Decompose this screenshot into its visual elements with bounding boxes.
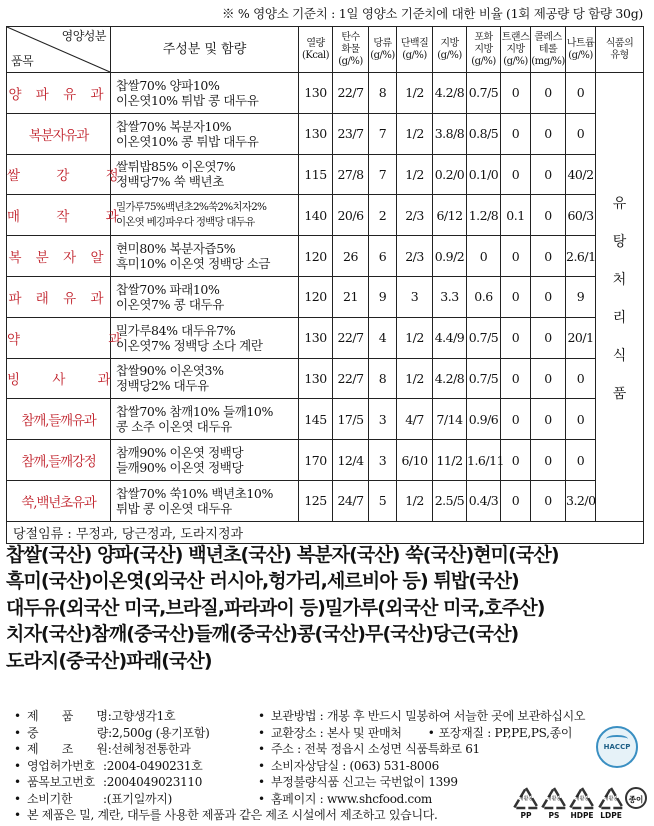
bullet-icon: • bbox=[14, 791, 21, 806]
bullet-icon: • bbox=[258, 775, 265, 789]
bullet-icon: • bbox=[427, 725, 435, 740]
corner-bottom-label: 품목 bbox=[11, 54, 34, 68]
origin-statement bbox=[6, 542, 646, 674]
table-row bbox=[7, 317, 644, 358]
info-value: 2,500g (용기포함) bbox=[111, 725, 210, 740]
nutrient-value: 0 bbox=[566, 358, 596, 399]
food-type-cell bbox=[596, 73, 644, 522]
nutrient-value: 0 bbox=[501, 154, 531, 195]
product-name: 복분자유과 bbox=[7, 113, 111, 154]
nutrient-value: 8 bbox=[369, 358, 397, 399]
info-value: (표기일까지) bbox=[106, 791, 172, 806]
ingredient-line: 찹쌀70% 양파10% bbox=[116, 77, 220, 93]
info-separator: : bbox=[107, 709, 112, 723]
ingredient-line: 쌀튀밥85% 이온엿7% bbox=[116, 159, 236, 175]
nutrient-value: 0.7/5 bbox=[467, 358, 501, 399]
nutrient-value: 0.7/5 bbox=[467, 73, 501, 114]
nutrient-value: 0 bbox=[501, 399, 531, 440]
table-row bbox=[7, 440, 644, 481]
nutrient-value: 170 bbox=[299, 440, 333, 481]
info-separator: : bbox=[108, 725, 112, 740]
nutrient-value: 22/7 bbox=[333, 73, 369, 114]
recycle-code: PP bbox=[520, 811, 532, 820]
nutrient-value: 0 bbox=[566, 73, 596, 114]
nutrient-value: 0.1/0 bbox=[467, 154, 501, 195]
nutrient-value: 4.4/9 bbox=[433, 317, 467, 358]
col-header-line: 지방 bbox=[474, 43, 493, 55]
nutrient-value: 21 bbox=[333, 276, 369, 317]
nutrient-value: 11/2 bbox=[433, 440, 467, 481]
haccp-arc-icon bbox=[606, 735, 628, 743]
nutrient-value: 0 bbox=[531, 236, 566, 277]
info-text: 보관방법 : 개봉 후 반드시 밀봉하여 서늘한 곳에 보관하십시오 bbox=[271, 709, 586, 723]
product-name: 빙 사 과 bbox=[7, 358, 111, 399]
col-header-line: 콜레스 bbox=[534, 31, 562, 43]
ingredient-line: 찹쌀70% 복분자10% bbox=[116, 118, 232, 134]
info-label: 제 조 원 bbox=[27, 742, 108, 756]
ingredient-line: 이온엿10% 콩 튀밥 대두유 bbox=[116, 133, 259, 149]
nutrient-value: 4 bbox=[369, 317, 397, 358]
nutrient-value: 3.3 bbox=[433, 276, 467, 317]
nutrient-value: 0 bbox=[531, 399, 566, 440]
table-row bbox=[7, 113, 644, 154]
recycle-mark bbox=[622, 786, 650, 822]
ingredient-cell bbox=[111, 236, 299, 277]
nutrient-value: 115 bbox=[299, 154, 333, 195]
info-label: 제 품 명 bbox=[27, 709, 108, 723]
nutrient-value: 0 bbox=[531, 73, 566, 114]
table-row bbox=[7, 276, 644, 317]
nutrient-value: 0 bbox=[531, 317, 566, 358]
bullet-icon: • bbox=[14, 775, 21, 789]
nutrient-value: 0 bbox=[531, 113, 566, 154]
corner-top-label: 영양성분 bbox=[61, 29, 106, 43]
bullet-icon: • bbox=[258, 758, 265, 773]
food-type-char: 리 bbox=[612, 309, 627, 326]
nutrient-value: 12/4 bbox=[333, 440, 369, 481]
recycle-top-label: 재활용 bbox=[603, 796, 619, 802]
nutrient-value: 5 bbox=[369, 480, 397, 521]
col-header-line: (g/%) bbox=[437, 49, 462, 61]
nutrition-reference-note: ※ % 영양소 기준치 : 1일 영양소 기준치에 대한 비율 (1회 제공량 당 함량 30g) bbox=[222, 6, 643, 21]
col-header-line: 당류 bbox=[373, 37, 392, 49]
nutrient-value: 9 bbox=[369, 276, 397, 317]
origin-line: 찹쌀(국산) 양파(국산) 백년초(국산) 복분자(국산) 쑥(국산)현미(국산) bbox=[6, 544, 559, 566]
packaging-material: 포장재질 : PP,PE,PS,종이 bbox=[438, 725, 573, 740]
recycle-code: LDPE bbox=[600, 811, 622, 820]
col-header-protein bbox=[397, 27, 433, 73]
nutrient-value: 17/5 bbox=[333, 399, 369, 440]
info-separator: : bbox=[107, 742, 112, 756]
col-header-line: 트랜스 bbox=[501, 31, 530, 43]
ingredient-header: 주성분 및 함량 bbox=[111, 27, 299, 73]
nutrient-value: 0 bbox=[531, 154, 566, 195]
corner-header bbox=[7, 27, 111, 73]
info-text: 홈페이지 : www.shcfood.com bbox=[271, 791, 432, 806]
table-row bbox=[7, 195, 644, 236]
food-type-char: 식 bbox=[612, 347, 627, 364]
nutrient-value: 4.2/8 bbox=[433, 358, 467, 399]
info-row bbox=[258, 725, 585, 742]
info-label: 영업허가번호 bbox=[27, 758, 95, 773]
nutrient-value: 145 bbox=[299, 399, 333, 440]
info-row bbox=[14, 807, 438, 824]
food-type-char: 유 bbox=[612, 195, 627, 212]
col-header-cholesterol bbox=[531, 27, 566, 73]
table-row bbox=[7, 399, 644, 440]
col-header-line: (g/%) bbox=[402, 49, 427, 61]
nutrient-value: 130 bbox=[299, 358, 333, 399]
nutrient-value: 0.9/2 bbox=[433, 236, 467, 277]
nutrient-value: 7/14 bbox=[433, 399, 467, 440]
ingredient-line: 찹쌀70% 쑥10% 백년초10% bbox=[116, 485, 273, 501]
food-type-char: 처 bbox=[612, 271, 627, 288]
info-text: 주소 : 전북 정읍시 소성면 식품특화로 61 bbox=[271, 742, 480, 756]
product-name: 약 과 bbox=[7, 317, 111, 358]
bullet-icon: • bbox=[258, 725, 265, 740]
ingredient-line: 밀가루75%백년초2%쑥2%치자2% bbox=[116, 201, 267, 214]
col-header-line: 테롤 bbox=[538, 43, 558, 55]
nutrient-value: 4.2/8 bbox=[433, 73, 467, 114]
info-label: 소비기한 bbox=[27, 791, 73, 806]
product-name: 쌀 강 정 bbox=[7, 154, 111, 195]
nutrient-value: 0 bbox=[531, 440, 566, 481]
table-row bbox=[7, 154, 644, 195]
recycle-code: 종이 bbox=[628, 795, 644, 804]
ingredient-line: 이온엿10% 튀밥 콩 대두유 bbox=[116, 92, 259, 108]
info-row bbox=[258, 741, 585, 758]
product-name: 양 파 유 과 bbox=[7, 73, 111, 114]
ingredient-line: 이온엿 베깅파우다 정백당 대두유 bbox=[116, 216, 255, 229]
nutrient-value: 0 bbox=[501, 358, 531, 399]
table-footer-row bbox=[7, 521, 644, 543]
info-label: 품목보고번호 bbox=[27, 775, 95, 789]
origin-line: 도라지(중국산)파래(국산) bbox=[6, 649, 212, 672]
col-header-line: (g/%) bbox=[338, 55, 363, 67]
nutrient-value: 2.6/1 bbox=[566, 236, 596, 277]
nutrient-value: 4/7 bbox=[397, 399, 433, 440]
nutrient-value: 7 bbox=[369, 113, 397, 154]
bullet-icon: • bbox=[258, 709, 265, 723]
nutrient-value: 0 bbox=[501, 113, 531, 154]
nutrient-value: 0 bbox=[501, 236, 531, 277]
recycle-code: PS bbox=[548, 811, 560, 820]
nutrient-value: 27/8 bbox=[333, 154, 369, 195]
nutrient-value: 22/7 bbox=[333, 358, 369, 399]
nutrient-value: 0 bbox=[566, 440, 596, 481]
recycle-top-label: 재활용 bbox=[518, 796, 534, 802]
origin-line: 대두유(외국산 미국,브라질,파라과이 등)밀가루(외국산 미국,호주산) bbox=[6, 596, 545, 619]
haccp-label: HACCP bbox=[603, 743, 631, 751]
info-separator: : bbox=[103, 758, 107, 773]
nutrient-value: 9 bbox=[566, 276, 596, 317]
nutrient-value: 0 bbox=[467, 236, 501, 277]
ingredient-cell bbox=[111, 73, 299, 114]
nutrition-table bbox=[6, 26, 644, 544]
col-header-sodium bbox=[566, 27, 596, 73]
nutrient-value: 60/3 bbox=[566, 195, 596, 236]
product-name: 참깨,들깨강정 bbox=[7, 440, 111, 481]
col-header-line: 나트륨 bbox=[566, 37, 595, 49]
nutrient-value: 8 bbox=[369, 73, 397, 114]
table-row bbox=[7, 236, 644, 277]
nutrient-value: 23/7 bbox=[333, 113, 369, 154]
nutrient-value: 3.8/8 bbox=[433, 113, 467, 154]
ingredient-cell bbox=[111, 399, 299, 440]
col-header-fat bbox=[433, 27, 467, 73]
product-name: 복 분 자 알 bbox=[7, 236, 111, 277]
ingredient-cell bbox=[111, 195, 299, 236]
nutrient-value: 6/12 bbox=[433, 195, 467, 236]
ingredient-line: 정백당2% 대두유 bbox=[116, 378, 209, 394]
nutrient-value: 3 bbox=[369, 440, 397, 481]
info-row bbox=[258, 758, 585, 775]
col-header-line: (g/%) bbox=[370, 49, 395, 61]
ingredient-line: 이온엿7% 정백당 소다 계란 bbox=[116, 337, 263, 353]
nutrient-value: 0 bbox=[531, 276, 566, 317]
info-text: 소비자상담실 : (063) 531-8006 bbox=[271, 758, 439, 773]
col-header-line: (g/%) bbox=[503, 55, 528, 67]
col-header-line: (Kcal) bbox=[301, 49, 330, 61]
nutrient-value: 0 bbox=[501, 317, 531, 358]
nutrient-value: 0 bbox=[566, 113, 596, 154]
nutrient-value: 2/3 bbox=[397, 195, 433, 236]
ingredient-line: 콩 소주 이온엿 대두유 bbox=[116, 419, 232, 435]
nutrient-value: 1/2 bbox=[397, 73, 433, 114]
nutrient-value: 0.9/6 bbox=[467, 399, 501, 440]
nutrient-value: 140 bbox=[299, 195, 333, 236]
nutrient-value: 130 bbox=[299, 317, 333, 358]
info-text: 부정불량식품 신고는 국번없이 1399 bbox=[271, 775, 458, 789]
col-header-line: 화물 bbox=[341, 43, 360, 55]
ingredient-line: 참깨90% 이온엿 정백당 bbox=[116, 445, 244, 461]
info-separator: : bbox=[103, 775, 107, 789]
nutrient-value: 0.8/5 bbox=[467, 113, 501, 154]
col-header-line: 식품의 bbox=[605, 37, 634, 49]
info-value: 2004049023110 bbox=[106, 775, 203, 789]
col-header-line: 유형 bbox=[610, 49, 629, 61]
col-header-trans-fat bbox=[501, 27, 531, 73]
nutrient-value: 40/2 bbox=[566, 154, 596, 195]
candied-goods-note: 당절임류 : 무정과, 당근정과, 도라지정과 bbox=[7, 521, 644, 543]
haccp-certification-badge bbox=[596, 726, 638, 768]
nutrient-value: 1.6/11 bbox=[467, 440, 501, 481]
nutrient-value: 0.6 bbox=[467, 276, 501, 317]
col-header-sugar bbox=[369, 27, 397, 73]
nutrient-value: 0 bbox=[501, 276, 531, 317]
ingredient-cell bbox=[111, 480, 299, 521]
col-header-line: 열량 bbox=[306, 37, 325, 49]
info-row bbox=[258, 708, 585, 725]
table-header-row bbox=[7, 27, 644, 73]
nutrient-value: 0 bbox=[501, 480, 531, 521]
col-header-line: (mg/%) bbox=[531, 55, 565, 67]
food-type-char: 품 bbox=[612, 385, 627, 402]
col-header-food-type bbox=[596, 27, 644, 73]
info-separator: : bbox=[103, 791, 107, 806]
info-value: 고향생각1호 bbox=[111, 709, 176, 723]
nutrient-value: 3.2/0 bbox=[566, 480, 596, 521]
col-header-line: (g/%) bbox=[471, 55, 496, 67]
product-name: 참깨,들깨유과 bbox=[7, 399, 111, 440]
nutrient-value: 24/7 bbox=[333, 480, 369, 521]
info-value: 선혜청전통한과 bbox=[111, 742, 191, 756]
nutrient-value: 0 bbox=[531, 480, 566, 521]
ingredient-line: 찹쌀70% 참깨10% 들깨10% bbox=[116, 404, 273, 420]
nutrient-value: 6 bbox=[369, 236, 397, 277]
nutrient-value: 0 bbox=[531, 358, 566, 399]
nutrient-value: 1.2/8 bbox=[467, 195, 501, 236]
nutrient-value: 20/1 bbox=[566, 317, 596, 358]
nutrient-value: 120 bbox=[299, 276, 333, 317]
info-text: 교환장소 : 본사 및 판매처 bbox=[271, 725, 402, 740]
ingredient-line: 튀밥 콩 이온엿 대두유 bbox=[116, 500, 232, 516]
info-label: 중 량 bbox=[27, 725, 109, 740]
ingredient-cell bbox=[111, 440, 299, 481]
nutrient-value: 26 bbox=[333, 236, 369, 277]
nutrient-value: 0.4/3 bbox=[467, 480, 501, 521]
nutrient-value: 120 bbox=[299, 236, 333, 277]
nutrient-value: 0.1 bbox=[501, 195, 531, 236]
ingredient-line: 들깨90% 이온엿 정백당 bbox=[116, 460, 244, 476]
bullet-icon: • bbox=[14, 709, 21, 723]
nutrient-value: 2/3 bbox=[397, 236, 433, 277]
nutrient-value: 2 bbox=[369, 195, 397, 236]
nutrient-value: 0 bbox=[531, 195, 566, 236]
nutrient-value: 130 bbox=[299, 73, 333, 114]
nutrient-value: 20/6 bbox=[333, 195, 369, 236]
ingredient-line: 이온엿7% 콩 대두유 bbox=[116, 296, 224, 312]
ingredient-line: 밀가루84% 대두유7% bbox=[116, 322, 236, 338]
ingredient-line: 흑미10% 이온엿 정백당 소금 bbox=[116, 256, 271, 272]
ingredient-cell bbox=[111, 154, 299, 195]
nutrient-value: 0 bbox=[566, 399, 596, 440]
col-header-saturated-fat bbox=[467, 27, 501, 73]
nutrient-value: 0 bbox=[501, 440, 531, 481]
ingredient-cell bbox=[111, 113, 299, 154]
nutrient-value: 7 bbox=[369, 154, 397, 195]
ingredient-cell bbox=[111, 276, 299, 317]
bullet-icon: • bbox=[258, 791, 265, 806]
nutrient-value: 2.5/5 bbox=[433, 480, 467, 521]
col-header-line: 단백질 bbox=[400, 37, 429, 49]
nutrient-value: 1/2 bbox=[397, 358, 433, 399]
product-name: 매 작 과 bbox=[7, 195, 111, 236]
nutrient-value: 0.7/5 bbox=[467, 317, 501, 358]
nutrient-value: 3 bbox=[369, 399, 397, 440]
recycle-top-label: 재활용 bbox=[574, 796, 590, 802]
nutrient-value: 1/2 bbox=[397, 317, 433, 358]
table-row bbox=[7, 358, 644, 399]
table-row bbox=[7, 73, 644, 114]
product-name: 파 래 유 과 bbox=[7, 276, 111, 317]
recycle-code: HDPE bbox=[570, 811, 594, 820]
product-name: 쑥,백년초유과 bbox=[7, 480, 111, 521]
nutrient-value: 6/10 bbox=[397, 440, 433, 481]
nutrient-value: 1/2 bbox=[397, 154, 433, 195]
table-row bbox=[7, 480, 644, 521]
col-header-line: (g/%) bbox=[568, 49, 593, 61]
col-header-kcal bbox=[299, 27, 333, 73]
col-header-line: 지방 bbox=[440, 37, 459, 49]
ingredient-line: 찹쌀90% 이온엿3% bbox=[116, 363, 224, 379]
ingredient-cell bbox=[111, 317, 299, 358]
col-header-line: 포화 bbox=[474, 31, 493, 43]
nutrient-value: 1/2 bbox=[397, 480, 433, 521]
ingredient-line: 현미80% 복분자즙5% bbox=[116, 241, 236, 257]
ingredient-cell bbox=[111, 358, 299, 399]
col-header-line: 탄수 bbox=[341, 31, 360, 43]
nutrient-value: 125 bbox=[299, 480, 333, 521]
ingredient-line: 정백당7% 쑥 백년초 bbox=[116, 174, 224, 190]
food-type-char: 탕 bbox=[612, 233, 627, 250]
info-value: 2004-0490231호 bbox=[106, 758, 203, 773]
nutrient-value: 22/7 bbox=[333, 317, 369, 358]
col-header-line: 지방 bbox=[506, 43, 525, 55]
nutrient-value: 0 bbox=[501, 73, 531, 114]
nutrient-value: 0.2/0 bbox=[433, 154, 467, 195]
bullet-icon: • bbox=[14, 808, 21, 822]
origin-line: 흑미(국산)이온엿(외국산 러시아,헝가리,세르비아 등) 튀밥(국산) bbox=[6, 570, 519, 593]
bullet-icon: • bbox=[14, 758, 21, 773]
origin-line: 치자(국산)참깨(중국산)들깨(중국산)콩(국산)무(국산)당근(국산) bbox=[6, 623, 519, 646]
bullet-icon: • bbox=[14, 742, 21, 756]
bullet-icon: • bbox=[258, 742, 265, 756]
col-header-carbs bbox=[333, 27, 369, 73]
bullet-icon: • bbox=[14, 725, 21, 740]
recycle-top-label: 재활용 bbox=[546, 796, 562, 802]
ingredient-line: 찹쌀70% 파래10% bbox=[116, 281, 220, 297]
nutrient-value: 3 bbox=[397, 276, 433, 317]
nutrient-value: 1/2 bbox=[397, 113, 433, 154]
recycle-mark bbox=[568, 786, 596, 822]
nutrient-value: 130 bbox=[299, 113, 333, 154]
info-value: 본 제품은 밀, 계란, 대두를 사용한 제품과 같은 제조 시설에서 제조하고 있습니다. bbox=[27, 808, 438, 822]
